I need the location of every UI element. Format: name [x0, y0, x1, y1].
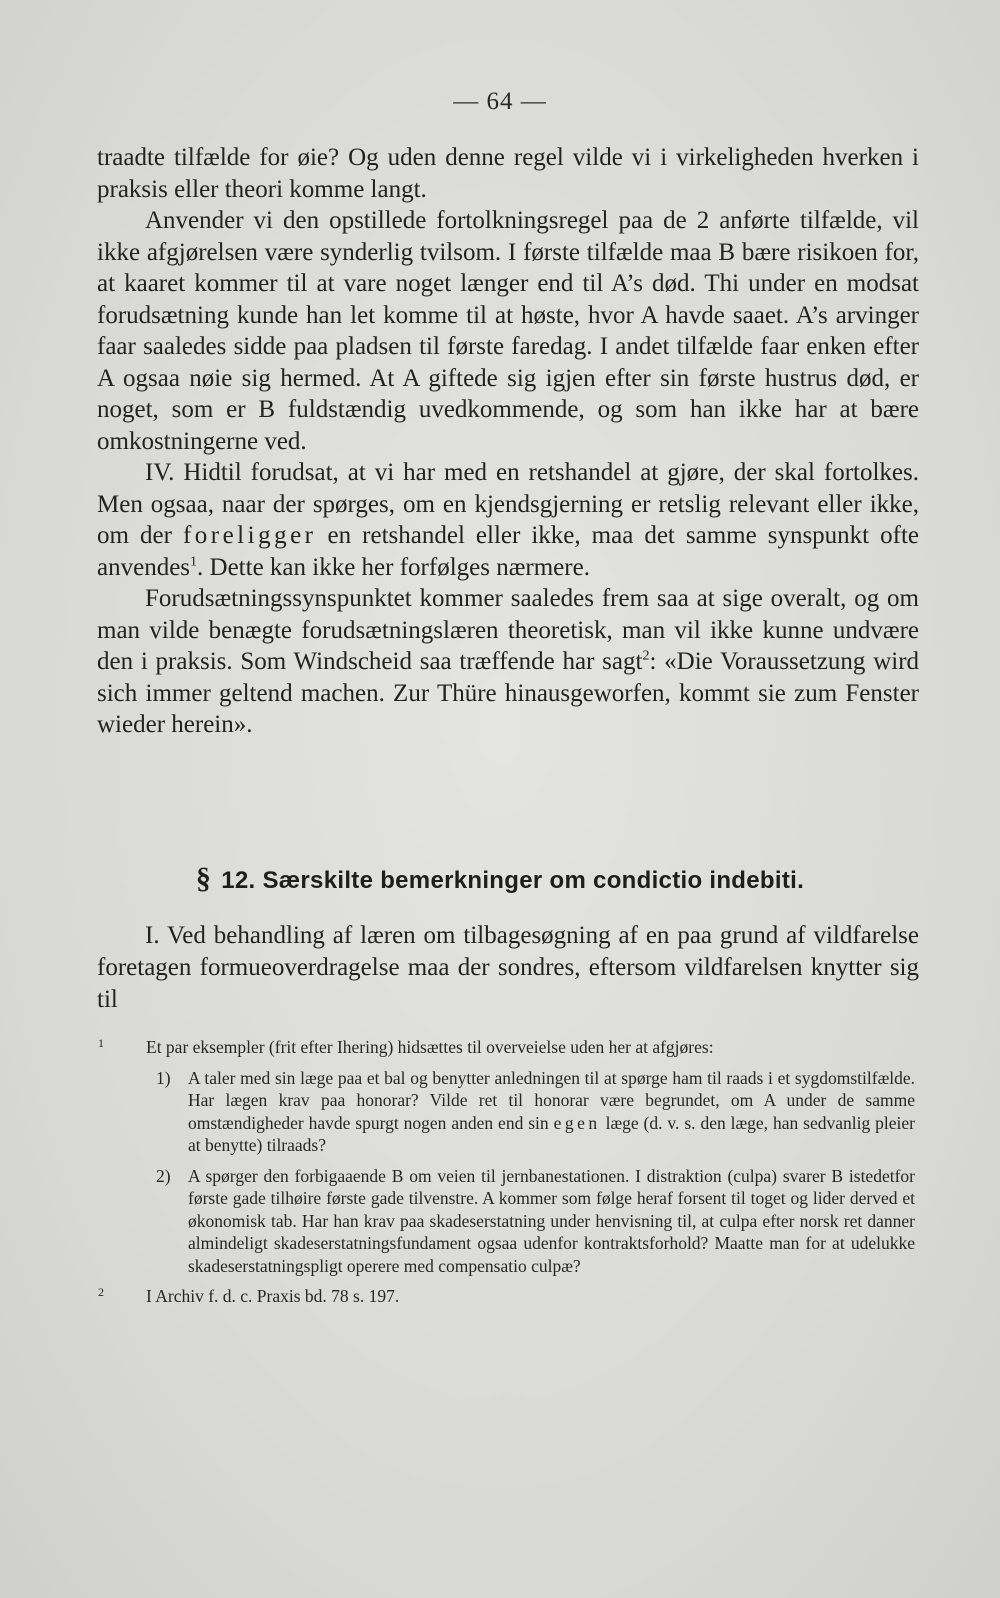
section-number: 12. — [221, 867, 256, 894]
section-heading — [0, 862, 1000, 896]
footnote-item-1-text-a: A taler med sin læge paa et bal og benytter anledningen til at spørge ham til raads i et sygdomstilfælde. Har lægen krav paa honorar? Vilde ret til honorar være begrundet, om A under de samme omstændigheder havde spurgt nogen anden end sin — [188, 1067, 915, 1133]
footnote-2 — [98, 1285, 915, 1308]
paragraph-2: Anvender vi den opstillede fortolkningsregel paa de 2 anførte tilfælde, vil ikke afgjørelsen være synderlig tvilsom. I første tilfælde maa B bære risikoen for, at kaaret kommer til at vare noget længer end til A’s død. Thi under en modsat forudsætning kunde han let komme til at høste, hvor A havde saaet. A’s arvinger faar saaledes sidde paa pladsen til første faredag. I andet tilfælde faar enken efter A ogsaa nøie sig hermed. At A giftede sig igjen efter sin første hustrus død, er noget, som er B fuldstændig uvedkommende, og som han ikke har at bære omkostningerne ved. — [97, 207, 919, 455]
paragraph-1: traadte tilfælde for øie? Og uden denne regel vilde vi i virkeligheden hverken i praksis eller theori komme langt. — [97, 144, 919, 203]
paragraph-4 — [97, 583, 919, 741]
footnote-1-text: Et par eksempler (frit efter Ihering) hidsættes til overveielse uden her at afgjøres: — [146, 1037, 714, 1057]
section-paragraph: I. Ved behandling af læren om tilbagesøgning af en paa grund af vildfarelse foretagen formueoverdragelse maa der sondres, eftersom vildfarelsen knytter sig til — [97, 922, 919, 1013]
paragraph-3-text-c: . Dette kan ikke her forfølges nærmere. — [197, 553, 590, 581]
section-body — [97, 920, 919, 1016]
footnote-item-2-text: A spørger den forbigaaende B om veien til jernbanestationen. I distraktion (culpa) svarer B istedetfor første gade tilhøire første gade tilvenstre. A kommer som følge heraf forsent til toget og lider derved et økonomisk tab. Har han krav paa skadeserstatning under henvisning til, at culpa efter norsk ret danner almindeligt skadeserstatningsfundament ogsaa udenfor kontraktsforhold? Maatte man for at udelukke skadeserstatningspligt operere med compensatio culpæ? — [188, 1165, 915, 1276]
footnote-item-2 — [118, 1165, 915, 1278]
footnote-emphasized-word: egen — [553, 1112, 601, 1133]
section-title: Særskilte bemerkninger om condictio indebiti. — [262, 867, 805, 894]
footnote-item-1-text-b: læge (d. v. s. den læge, han sedvanlig pleier at benytte) tilraads? — [188, 1112, 915, 1155]
main-text — [97, 142, 919, 741]
footnote-ref-2: 2 — [642, 648, 650, 664]
section-symbol: § — [195, 862, 212, 895]
paragraph-3-text-b: en retshandel eller ikke, maa det samme synspunkt ofte anvendes — [97, 522, 920, 581]
footnote-1-mark: 1 — [98, 1036, 104, 1050]
footnote-item-1-number: 1) — [156, 1067, 171, 1088]
footnote-ref-1: 1 — [190, 554, 198, 570]
paragraph-3 — [97, 457, 919, 583]
page-number: — 64 — — [453, 88, 547, 115]
footnote-item-2-number: 2) — [156, 1165, 171, 1186]
paragraph-3-text-a: IV. Hidtil forudsat, at vi har med en retshandel at gjøre, der skal fortolkes. Men ogsaa, naar der spørges, om en kjendsgjerning er retslig relevant eller ikke, om der — [97, 459, 919, 549]
paragraph-4-text-a: Forudsætningssynspunktet kommer saaledes frem saa at sige overalt, og om man vilde benægte forudsætningslæren theoretisk, man vil ikke kunne undvære den i praksis. Som Windscheid saa træffende har sagt — [97, 585, 919, 675]
footnotes — [98, 1036, 915, 1308]
footnote-2-text: I Archiv f. d. c. Praxis bd. 78 s. 197. — [146, 1286, 400, 1306]
footnote-2-mark: 2 — [98, 1285, 104, 1299]
footnote-item-1 — [118, 1067, 915, 1157]
emphasized-word: foreligger — [182, 522, 317, 549]
footnote-1 — [98, 1036, 915, 1059]
paragraph-4-text-b: : «Die Voraussetzung wird sich immer geltend machen. Zur Thüre hinausgeworfen, kommt sie zum Fenster wieder herein». — [97, 648, 920, 738]
